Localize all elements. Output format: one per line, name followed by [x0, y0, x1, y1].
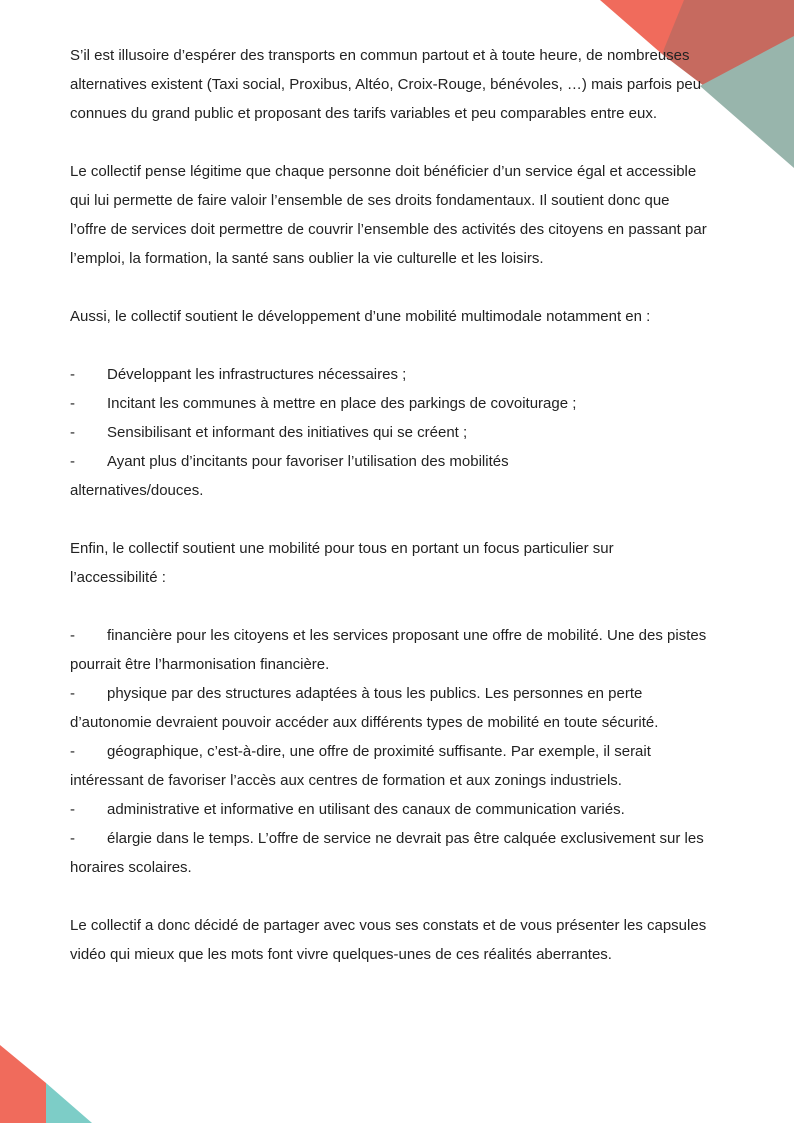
- list-dash: -: [70, 743, 75, 760]
- paragraph-rights: Le collectif pense légitime que chaque personne doit bénéficier d’un service égal et accessible qui lui permette de faire valoir l’ensemble de ses droits fondamentaux. Il soutient donc que l’offre de services doit permettre de couvrir l’ensemble des activités des citoyens en passant par l’emploi, la formation, la santé sans oublier la vie culturelle et les loisirs.: [70, 163, 707, 267]
- list-item: [70, 389, 710, 418]
- accessibility-list: [70, 621, 710, 882]
- list-item-text: élargie dans le temps. L’offre de service ne devrait pas être calquée exclusivement sur les horaires scolaires.: [70, 830, 704, 876]
- list-item: [70, 418, 710, 447]
- list-item: [70, 447, 710, 505]
- paragraph-conclusion: Le collectif a donc décidé de partager avec vous ses constats et de vous présenter les capsules vidéo qui mieux que les mots font vivre quelques-unes de ces réalités aberrantes.: [70, 917, 707, 963]
- teal-triangle: [46, 1083, 92, 1123]
- paragraph-multimodal: Aussi, le collectif soutient le développement d’une mobilité multimodale notamment en :: [70, 308, 651, 325]
- list-dash: -: [70, 830, 75, 847]
- list-item-text: Développant les infrastructures nécessaires ;: [107, 366, 407, 383]
- list-item: [70, 679, 710, 737]
- list-item-text: Incitant les communes à mettre en place des parkings de covoiturage ;: [107, 395, 577, 412]
- bottom-left-decoration: [0, 1043, 92, 1123]
- list-item-text: physique par des structures adaptées à tous les publics. Les personnes en perte d’autonomie devraient pouvoir accéder aux différents types de mobilité en toute sécurité.: [70, 685, 659, 731]
- list-dash: -: [70, 627, 75, 644]
- document-body: [70, 41, 710, 969]
- list-item: [70, 360, 710, 389]
- list-dash: -: [70, 366, 75, 383]
- list-item-text: administrative et informative en utilisant des canaux de communication variés.: [107, 801, 625, 818]
- multimodal-list: [70, 360, 710, 505]
- list-dash: -: [70, 453, 75, 470]
- list-item: [70, 824, 710, 882]
- list-item-text: financière pour les citoyens et les services proposant une offre de mobilité. Une des pistes pourrait être l’harmonisation financière.: [70, 627, 707, 673]
- paragraph-accessibility: Enfin, le collectif soutient une mobilité pour tous en portant un focus particulier sur l’accessibilité :: [70, 540, 614, 586]
- list-item-text: Ayant plus d’incitants pour favoriser l’utilisation des mobilités alternatives/douces.: [70, 453, 509, 499]
- list-dash: -: [70, 685, 75, 702]
- list-item: [70, 795, 710, 824]
- list-item-text: géographique, c’est-à-dire, une offre de proximité suffisante. Par exemple, il serait intéressant de favoriser l’accès aux centres de formation et aux zonings industriels.: [70, 743, 651, 789]
- paragraph-intro: S’il est illusoire d’espérer des transports en commun partout et à toute heure, de nombreuses alternatives existent (Taxi social, Proxibus, Altéo, Croix-Rouge, bénévoles, …) mais parfois peu connues du grand public et proposant des tarifs variables et peu comparables entre eux.: [70, 47, 702, 122]
- list-item: [70, 621, 710, 679]
- list-item-text: Sensibilisant et informant des initiatives qui se créent ;: [107, 424, 468, 441]
- coral-triangle: [0, 1045, 46, 1123]
- list-dash: -: [70, 395, 75, 412]
- list-dash: -: [70, 801, 75, 818]
- list-dash: -: [70, 424, 75, 441]
- list-item: [70, 737, 710, 795]
